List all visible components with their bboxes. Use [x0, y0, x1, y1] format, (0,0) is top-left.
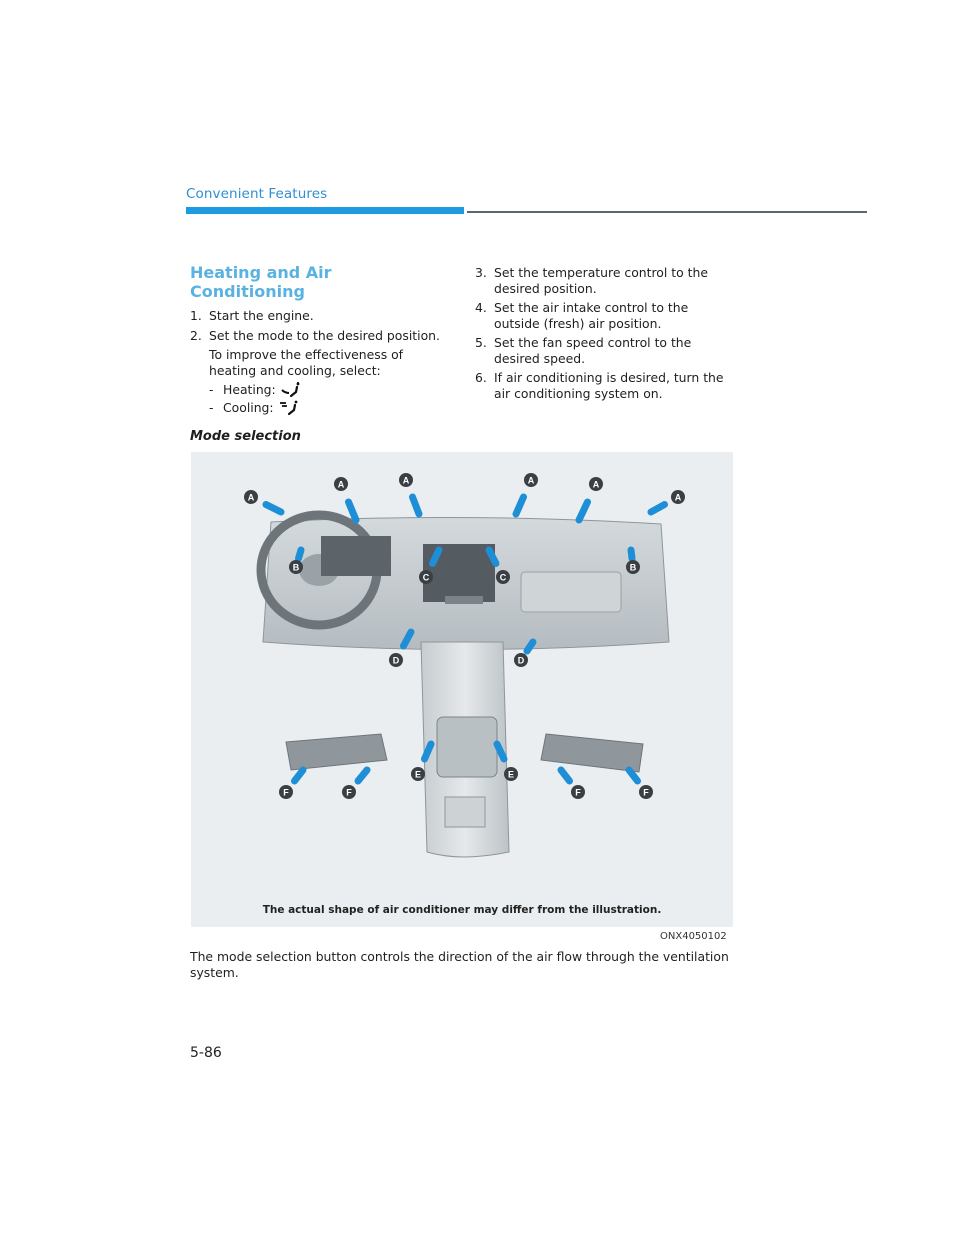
airflow-arrow	[497, 744, 504, 759]
vent-label: F	[283, 787, 289, 798]
airflow-arrow	[404, 632, 412, 646]
vent-label: E	[507, 769, 515, 780]
left-column	[190, 263, 452, 417]
vent-illustration	[191, 452, 733, 927]
airflow-arrow	[433, 550, 440, 564]
airflow-arrow	[631, 550, 632, 559]
vent-label: C	[499, 572, 507, 583]
vent-label: A	[674, 492, 682, 503]
step-number: 6.	[475, 370, 487, 385]
step-text: Start the engine.	[209, 308, 314, 323]
airflow-arrow	[489, 550, 496, 564]
step-number: 2.	[190, 327, 202, 343]
figure-caption: The actual shape of air conditioner may differ from the illustration.	[262, 904, 662, 916]
airflow-arrow	[349, 502, 357, 520]
airflow-arrow	[295, 770, 304, 781]
mode-description: The mode selection button controls the direction of the air flow through the ventilation system.	[190, 949, 729, 980]
vent-label: A	[337, 479, 345, 490]
step-number: 3.	[475, 265, 487, 280]
vent-label: A	[402, 475, 410, 486]
airflow-arrow	[579, 502, 588, 520]
airflow-arrow	[413, 497, 420, 514]
section-title: Heating and Air Conditioning	[190, 263, 332, 301]
airflow-arrows	[191, 452, 733, 927]
vent-label: A	[527, 475, 535, 486]
bullet-cooling	[190, 399, 452, 417]
airflow-arrow	[516, 497, 524, 514]
step-6	[475, 370, 737, 401]
step-2	[190, 328, 452, 344]
right-column	[475, 265, 737, 405]
bullet-heating	[190, 381, 452, 399]
vent-label: D	[517, 655, 525, 666]
vent-label: F	[346, 787, 352, 798]
vent-label: E	[414, 769, 422, 780]
step-4	[475, 300, 737, 331]
step-text: Set the air intake control to the outside (fresh) air position.	[494, 300, 689, 331]
vent-label: A	[592, 479, 600, 490]
vent-label: D	[392, 655, 400, 666]
bullet-label: Cooling:	[223, 400, 274, 415]
floor-defrost-mode-icon	[280, 381, 302, 399]
vent-label: C	[422, 572, 430, 583]
airflow-arrow	[358, 770, 367, 781]
header-rule	[467, 211, 867, 213]
step-text: If air conditioning is desired, turn the air conditioning system on.	[494, 370, 724, 401]
vent-label: A	[247, 492, 255, 503]
step-number: 4.	[475, 300, 487, 315]
airflow-arrow	[425, 744, 432, 759]
face-mode-icon	[278, 399, 300, 417]
step-3	[475, 265, 737, 296]
vent-label: B	[292, 562, 300, 573]
header-accent-bar	[186, 207, 464, 214]
airflow-arrow	[561, 770, 570, 781]
step-5	[475, 335, 737, 366]
step-text: Set the temperature control to the desired position.	[494, 265, 708, 296]
step-number: 1.	[190, 308, 202, 323]
step-1	[190, 308, 452, 324]
bullet-dash: -	[209, 400, 214, 415]
mode-selection-heading: Mode selection	[190, 429, 301, 444]
airflow-arrow	[299, 550, 302, 559]
airflow-arrow	[266, 505, 281, 513]
vent-label: B	[629, 562, 637, 573]
figure-code: ONX4050102	[660, 931, 727, 942]
chapter-title: Convenient Features	[186, 186, 328, 202]
bullet-label: Heating:	[223, 382, 276, 397]
airflow-arrow	[629, 770, 638, 781]
step-number: 5.	[475, 335, 487, 350]
page-number: 5-86	[190, 1045, 222, 1061]
airflow-arrow	[527, 642, 533, 651]
step-text: Set the fan speed control to the desired speed.	[494, 335, 692, 366]
bullet-dash: -	[209, 382, 214, 397]
vent-label: F	[643, 787, 649, 798]
vent-label: F	[575, 787, 581, 798]
step-note: To improve the effectiveness of heating and cooling, select:	[209, 347, 404, 378]
step-text: Set the mode to the desired position.	[209, 327, 440, 343]
airflow-arrow	[651, 505, 665, 513]
